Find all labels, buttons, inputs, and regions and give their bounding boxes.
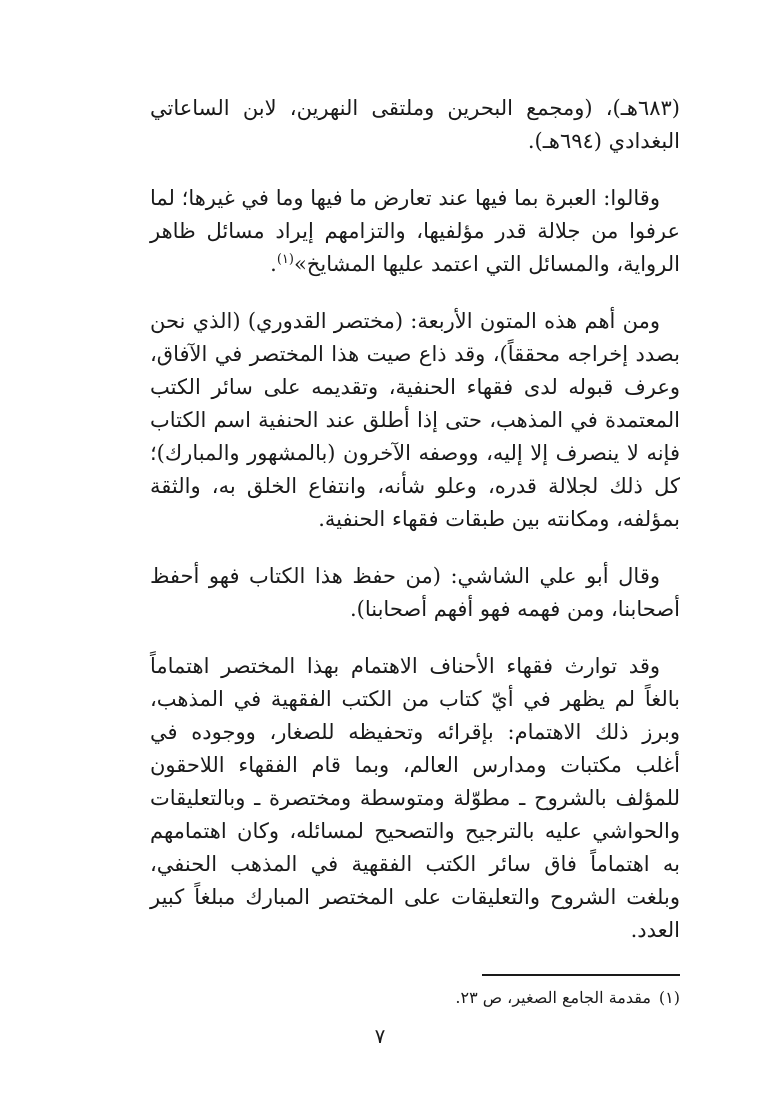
paragraph-5: وقد توارث فقهاء الأحناف الاهتمام بهذا المختصر اهتماماً بالغاً لم يظهر في أيّ كتاب من الكتب الفقهية في المذهب، وبرز ذلك الاهتمام: بإقرائه وتحفيظه للصغار، ووجوده في أغلب مكتبات ومدارس العالم، وبما قام الفقهاء اللاحقون للمؤلف بالشروح ـ مطوّلة ومتوسطة ومختصرة ـ وبالتعليقات والحواشي عليه بالترجيح والتصحيح لمسائله، وكان اهتمامهم به اهتماماً فاق سائر الكتب الفقهية في المذهب الحنفي، وبلغت الشروح والتعليقات على المختصر المبارك مبلغاً كبير العدد. [150,654,680,942]
footnote-text: مقدمة الجامع الصغير، ص ٢٣. [455,988,651,1007]
footnote [150,986,680,1010]
footnote-number: (١) [658,988,680,1007]
paragraph-3: ومن أهم هذه المتون الأربعة: (مختصر القدوري) (الذي نحن بصدد إخراجه محققاً)، وقد ذاع صيت هذا المختصر في الآفاق، وعرف قبوله لدى فقهاء الحنفية، وتقديمه على سائر الكتب المعتمدة في المذهب، حتى إذا أطلق عند الحنفية اسم الكتاب فإنه لا ينصرف إلا إليه، ووصفه الآخرون (بالمشهور والمبارك)؛ كل ذلك لجلالة قدره، وعلو شأنه، وانتفاع الخلق به، والثقة بمؤلفه، ومكانته بين طبقات فقهاء الحنفية. [150,309,681,531]
paragraph-4: وقال أبو علي الشاشي: (من حفظ هذا الكتاب فهو أحفظ أصحابنا، ومن فهمه فهو أفهم أصحابنا). [150,564,680,621]
page-number: ٧ [374,1024,386,1048]
paragraph-2 [150,182,680,281]
paragraph-2-text: وقالوا: العبرة بما فيها عند تعارض ما فيها وما في غيرها؛ لما عرفوا من جلالة قدر مؤلفيها، والتزامهم إيراد مسائل ظاهر الرواية، والمسائل التي اعتمد عليها المشايخ» [150,186,680,276]
page-body [150,92,680,971]
paragraph-2-end: . [270,252,277,276]
footnote-divider [482,974,680,976]
paragraph-1: (٦٨٣هـ)، (ومجمع البحرين وملتقى النهرين، لابن الساعاتي البغدادي (٦٩٤هـ). [150,96,680,153]
footnote-reference: (١) [276,252,294,267]
